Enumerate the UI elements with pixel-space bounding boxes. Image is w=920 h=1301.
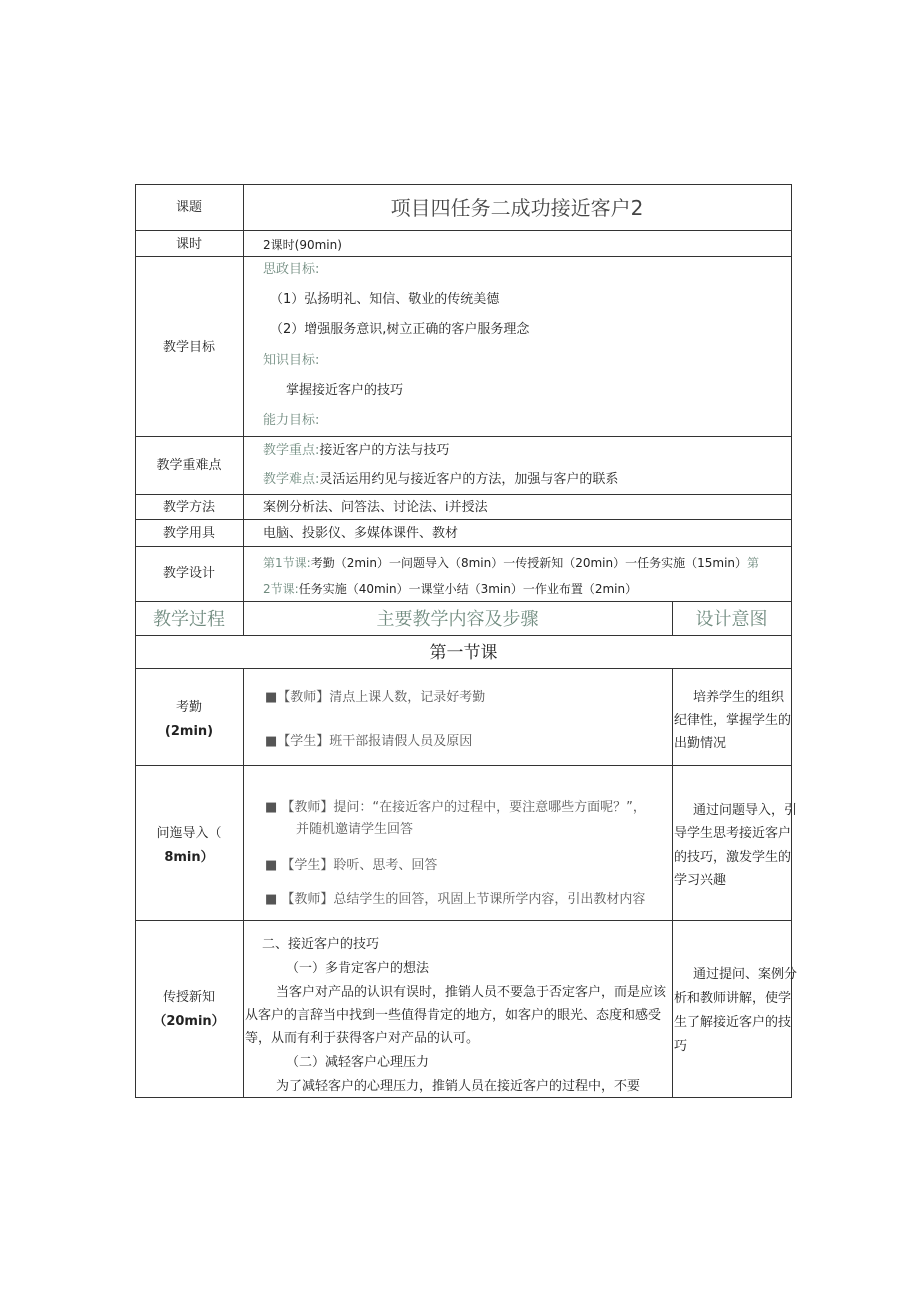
intro-name-2: 8min） [164,850,214,865]
design-line-1-prefix: 第1节课: [263,556,311,570]
attendance-name: 考勤 [175,700,202,715]
design-label: 教学设计 [162,566,215,581]
difficult-point-prefix: 教学难点: [263,472,320,487]
difficult-point-line [263,472,618,488]
knowledge-time: （20min） [153,1014,225,1029]
intro-bullet-1b: 并随机邀请学生回答 [296,822,414,837]
knowledge-title: 知识目标: [263,353,320,368]
process-header-col1: 教学过程 [153,609,225,630]
col-divider-lower-2 [672,668,673,1098]
knowledge-item-1: 掌握接近客户的技巧 [286,383,404,398]
method-label: 教学方法 [162,500,215,515]
intro-intent-1: 通过问题导入，引 [693,803,798,818]
knowledge-name: 传授新知 [162,990,215,1005]
tools-value: 电脑、投影仪、多媒体课件、教材 [263,526,459,541]
intro-intent-2: 导学生思考接近客户 [674,826,792,841]
hours-label: 课时 [175,237,202,252]
attendance-intent-3: 出勤情况 [674,736,727,751]
row-line-bottom [135,1097,792,1098]
row-line-after-method [135,519,792,520]
design-line-2-prefix: 2节课: [263,582,299,596]
ideology-item-2: （2）增强服务意识,树立正确的客户服务理念 [270,322,530,337]
tools-label: 教学用具 [162,526,215,541]
difficult-point-text: 灵活运用约见与接近客户的方法，加强与客户的联系 [319,472,619,487]
row-line-after-attendance [135,765,792,766]
row-line-after-intro [135,920,792,921]
knowledge-intent-1: 通过提问、案例分 [693,967,798,982]
objectives-label: 教学目标 [162,340,215,355]
knowledge-intent-3: 生了解接近客户的技 [674,1015,792,1030]
attendance-bullet-1: ■【教师】清点上课人数，记录好考勤 [265,690,486,705]
col-divider-upper [243,184,244,635]
knowledge-para-1c: 等，从而有利于获得客户对产品的认可。 [245,1031,480,1046]
knowledge-heading: 二、接近客户的技巧 [262,937,380,952]
row-line-after-design [135,601,792,602]
intro-bullet-1a: ■ 【教师】提问：“在接近客户的过程中，要注意哪些方面呢？”， [265,800,646,815]
table-right-border [791,184,792,1098]
attendance-time: (2min) [164,724,214,739]
row-line-top [135,184,792,185]
intro-intent-4: 学习兴趣 [674,873,727,888]
knowledge-intent-2: 析和教师讲解，使学 [674,991,792,1006]
row-line-after-section [135,668,792,669]
intro-name-1: 问迤导入（ [156,826,222,841]
process-header-col2: 主要教学内容及步骤 [376,609,539,630]
table-left-border [135,184,136,1098]
knowledge-intent-4: 巧 [674,1039,688,1054]
knowledge-sub-1: （一）多肯定客户的想法 [286,961,430,976]
key-point-prefix: 教学重点: [263,443,320,458]
row-line-after-keypoints [135,494,792,495]
intro-bullet-2: ■ 【学生】聆听、思考、回答 [265,858,438,873]
ideology-title: 思政目标: [263,262,320,277]
topic-title: 项目四任务二成功接近客户2 [390,196,644,220]
row-line-after-topic [135,230,792,231]
knowledge-para-1b: 从客户的言辞当中找到一些值得肯定的地方，如客户的眼光、态度和感受 [245,1008,662,1023]
key-point-line [263,443,449,459]
row-line-after-process-header [135,635,792,636]
keypoints-label: 教学重难点 [156,458,222,473]
topic-label: 课题 [175,200,202,215]
design-line-2 [263,581,637,597]
ideology-item-1: （1）弘扬明礼、知信、敬业的传统美德 [270,292,500,307]
knowledge-para-1a: 当客户对产品的认识有误时，推销人员不要急于否定客户，而是应该 [276,985,667,1000]
design-line-2-text: 任务实施（40min）一课堂小结（3min）一作业布置（2min） [298,582,638,596]
attendance-intent-2: 纪律性，掌握学生的 [674,713,792,728]
ability-title: 能力目标: [263,413,320,428]
method-value: 案例分析法、问答法、讨论法、i并授法 [263,500,488,515]
key-point-text: 接近客户的方法与技巧 [319,443,450,458]
design-line-1-suffix: 第 [747,556,760,570]
knowledge-sub-2: （二）减轻客户心理压力 [286,1055,430,1070]
hours-value: 2课时(90min) [263,238,342,252]
design-line-1-text: 考勤（2min）一问题导入（8min）一传授新知（20min）一任务实施（15min） [310,556,748,570]
attendance-bullet-2: ■【学生】班干部报请假人员及原因 [265,734,473,749]
process-header-col3: 设计意图 [695,609,768,630]
intro-bullet-3: ■ 【教师】总结学生的回答，巩固上节课所学内容，引出教材内容 [265,892,646,907]
col-divider-lower-1 [243,668,244,1098]
section-title: 第一节课 [429,643,498,663]
design-line-1 [263,555,759,571]
intro-intent-3: 的技巧，激发学生的 [674,850,792,865]
row-line-after-tools [135,546,792,547]
row-line-after-objectives [135,436,792,437]
knowledge-para-2a: 为了减轻客户的心理压力，推销人员在接近客户的过程中，不要 [276,1079,641,1094]
row-line-after-hours [135,256,792,257]
attendance-intent-1: 培养学生的组织 [693,690,785,705]
